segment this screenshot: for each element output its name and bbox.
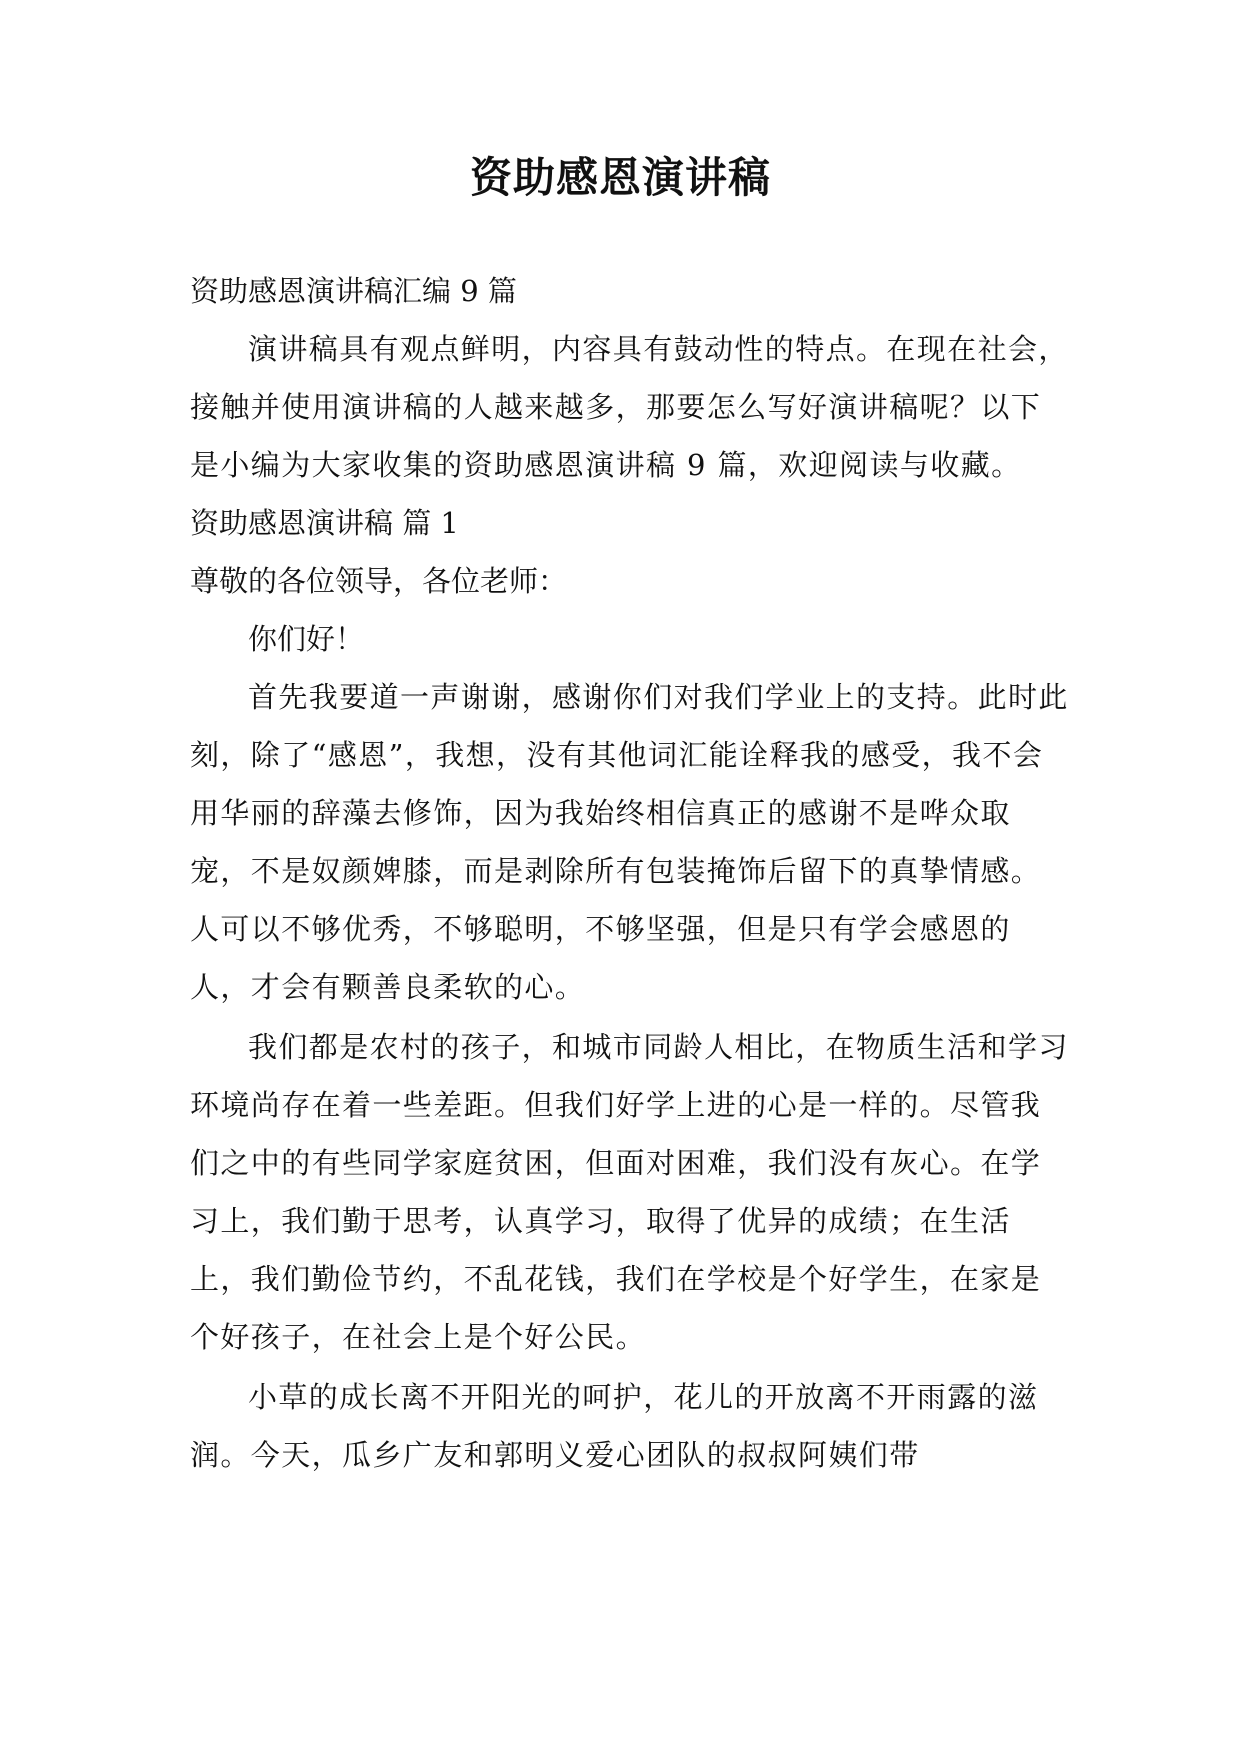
greeting: 你们好！ xyxy=(248,622,365,656)
section-heading: 资助感恩演讲稿 篇 1 xyxy=(190,506,459,540)
body-paragraph: 小草的成长离不开阳光的呵护，花儿的开放离不开雨露的滋润。今天，瓜乡广友和郭明义爱心团队的叔叔阿姨们带 xyxy=(190,1380,1039,1472)
document-subtitle: 资助感恩演讲稿汇编 9 篇 xyxy=(190,274,517,308)
body-paragraph: 首先我要道一声谢谢，感谢你们对我们学业上的支持。此时此刻，除了“感恩”，我想，没有其他词汇能诠释我的感受，我不会用华丽的辞藻去修饰，因为我始终相信真正的感谢不是哗众取宠，不是奴颜婢膝，而是剥除所有包装掩饰后留下的真挚情感。人可以不够优秀，不够聪明，不够坚强，但是只有学会感恩的人，才会有颗善良柔软的心。 xyxy=(190,680,1069,1004)
document-title: 资助感恩演讲稿 xyxy=(469,153,771,202)
document-body xyxy=(190,262,1070,1484)
salutation: 尊敬的各位领导，各位老师： xyxy=(190,564,568,598)
body-paragraph: 我们都是农村的孩子，和城市同龄人相比，在物质生活和学习环境尚存在着一些差距。但我们好学上进的心是一样的。尽管我们之中的有些同学家庭贫困，但面对困难，我们没有灰心。在学习上，我们勤于思考，认真学习，取得了优异的成绩；在生活上，我们勤俭节约，不乱花钱，我们在学校是个好学生，在家是个好孩子，在社会上是个好公民。 xyxy=(190,1030,1069,1354)
intro-paragraph: 演讲稿具有观点鲜明，内容具有鼓动性的特点。在现在社会，接触并使用演讲稿的人越来越多，那要怎么写好演讲稿呢？以下是小编为大家收集的资助感恩演讲稿 9 篇，欢迎阅读与收藏。 xyxy=(190,332,1069,482)
